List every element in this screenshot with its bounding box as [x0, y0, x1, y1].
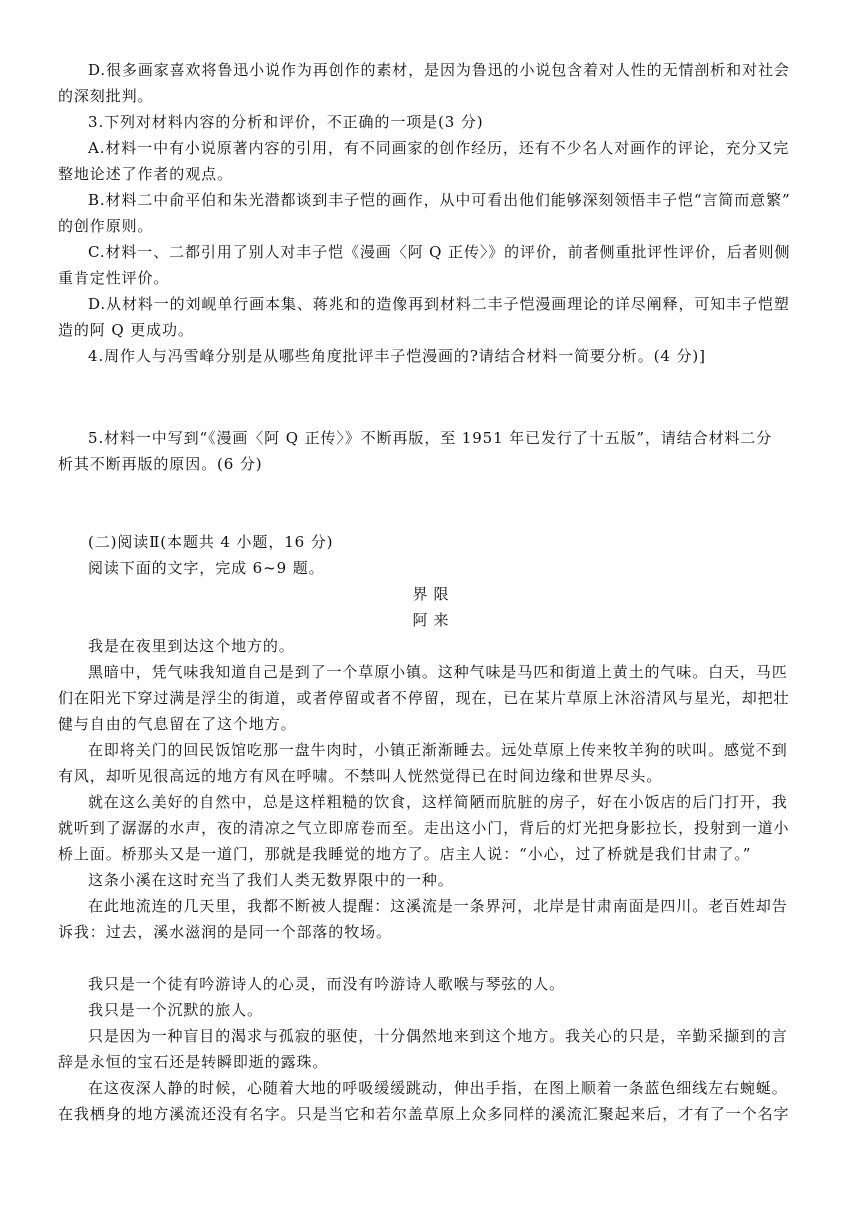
essay-paragraph-8: 我只是一个沉默的旅人。 [88, 1001, 263, 1019]
essay-author: 阿来 [412, 611, 455, 629]
option-b-line-1: B.材料二中俞平伯和朱光潜都谈到丰子恺的画作，从中可看出他们能够深刻领悟丰子恺“言简而意繁” [88, 191, 791, 209]
essay-paragraph-5: 这条小溪在这时充当了我们人类无数界限中的一种。 [88, 871, 454, 889]
essay-paragraph-6-line-2: 诉我：过去，溪水滋润的是同一个部落的牧场。 [58, 923, 392, 941]
essay-paragraph-2-line-2: 们在阳光下穿过满是浮尘的街道，或者停留或者不停留，现在，已在某片草原上沐浴清风与星光，却把壮 [58, 689, 790, 707]
option-d-line-1: D.很多画家喜欢将鲁迅小说作为再创作的素材，是因为鲁迅的小说包含着对人性的无情剖析和对社会 [88, 61, 790, 79]
option-a-line-2: 整地论述了作者的观点。 [58, 165, 233, 183]
essay-title: 界限 [412, 585, 455, 603]
option-b-line-2: 的创作原则。 [58, 217, 154, 235]
essay-paragraph-4-line-2: 就听到了潺潺的水声，夜的清凉之气立即席卷而至。走出这小门，背后的灯光把身影拉长，投射到一道小 [58, 819, 790, 837]
question-4: 4.周作人与冯雪峰分别是从哪些角度批评丰子恺漫画的?请结合材料一简要分析。(4 分)] [88, 347, 706, 365]
section-heading: (二)阅读Ⅱ(本题共 4 小题，16 分) [88, 533, 334, 551]
option-a-line-1: A.材料一中有小说原著内容的引用，有不同画家的创作经历，还有不少名人对画作的评论，充分又完 [88, 139, 790, 157]
option-d-line-2: 的深刻批判。 [58, 87, 154, 105]
essay-paragraph-10-line-1: 在这夜深人静的时候，心随着大地的呼吸缓缓跳动，伸出手指，在图上顺着一条蓝色细线左右蜿蜒。 [88, 1079, 788, 1097]
essay-paragraph-10-line-2: 在我栖身的地方溪流还没有名字。只是当它和若尔盖草原上众多同样的溪流汇聚起来后，才有了一个名字 [58, 1105, 790, 1123]
question-3: 3.下列对材料内容的分析和评价，不正确的一项是(3 分) [88, 113, 484, 131]
question-5-line-1: 5.材料一中写到“《漫画〈阿 Q 正传〉》不断再版，至 1951 年已发行了十五版”，请结合材料二分 [88, 429, 773, 447]
essay-paragraph-9-line-2: 辞是永恒的宝石还是转瞬即逝的露珠。 [58, 1053, 329, 1071]
option-c-line-2: 重肯定性评价。 [58, 269, 170, 287]
option-d2-line-1: D.从材料一的刘岘单行画本集、蒋兆和的造像再到材料二丰子恺漫画理论的详尽阐释，可知丰子恺塑 [88, 295, 790, 313]
question-5-line-2: 析其不断再版的原因。(6 分) [58, 455, 263, 473]
essay-paragraph-2-line-1: 黑暗中，凭气味我知道自己是到了一个草原小镇。这种气味是马匹和街道上黄土的气味。白天，马匹 [88, 663, 788, 681]
essay-paragraph-4-line-3: 桥上面。桥那头又是一道门，那就是我睡觉的地方了。店主人说：“小心，过了桥就是我们甘肃了。” [58, 845, 752, 863]
essay-paragraph-2-line-3: 健与自由的气息留在了这个地方。 [58, 715, 297, 733]
essay-paragraph-6-line-1: 在此地流连的几天里，我都不断被人提醒：这溪流是一条界河，北岸是甘肃南面是四川。老百姓却告 [88, 897, 788, 915]
option-d2-line-2: 造的阿 Q 更成功。 [58, 321, 194, 339]
essay-paragraph-4-line-1: 就在这么美好的自然中，总是这样粗糙的饮食，这样简陋而肮脏的房子，好在小饭店的后门打开，我 [88, 793, 788, 811]
essay-paragraph-1: 我是在夜里到达这个地方的。 [88, 637, 295, 655]
essay-paragraph-3-line-1: 在即将关门的回民饭馆吃那一盘牛肉时，小镇正渐渐睡去。远处草原上传来牧羊狗的吠叫。感觉不到 [88, 741, 788, 759]
essay-paragraph-9-line-1: 只是因为一种盲目的渴求与孤寂的驱使，十分偶然地来到这个地方。我关心的只是，辛勤采撷到的言 [88, 1027, 788, 1045]
essay-paragraph-3-line-2: 有风，却听见很高远的地方有风在呼啸。不禁叫人恍然觉得已在时间边缘和世界尽头。 [58, 767, 663, 785]
option-c-line-1: C.材料一、二都引用了别人对丰子恺《漫画〈阿 Q 正传〉》的评价，前者侧重批评性评价，后者则侧 [88, 243, 791, 261]
essay-paragraph-7: 我只是一个徒有吟游诗人的心灵，而没有吟游诗人歌喉与琴弦的人。 [88, 975, 566, 993]
reading-instruction: 阅读下面的文字，完成 6~9 题。 [88, 559, 325, 577]
